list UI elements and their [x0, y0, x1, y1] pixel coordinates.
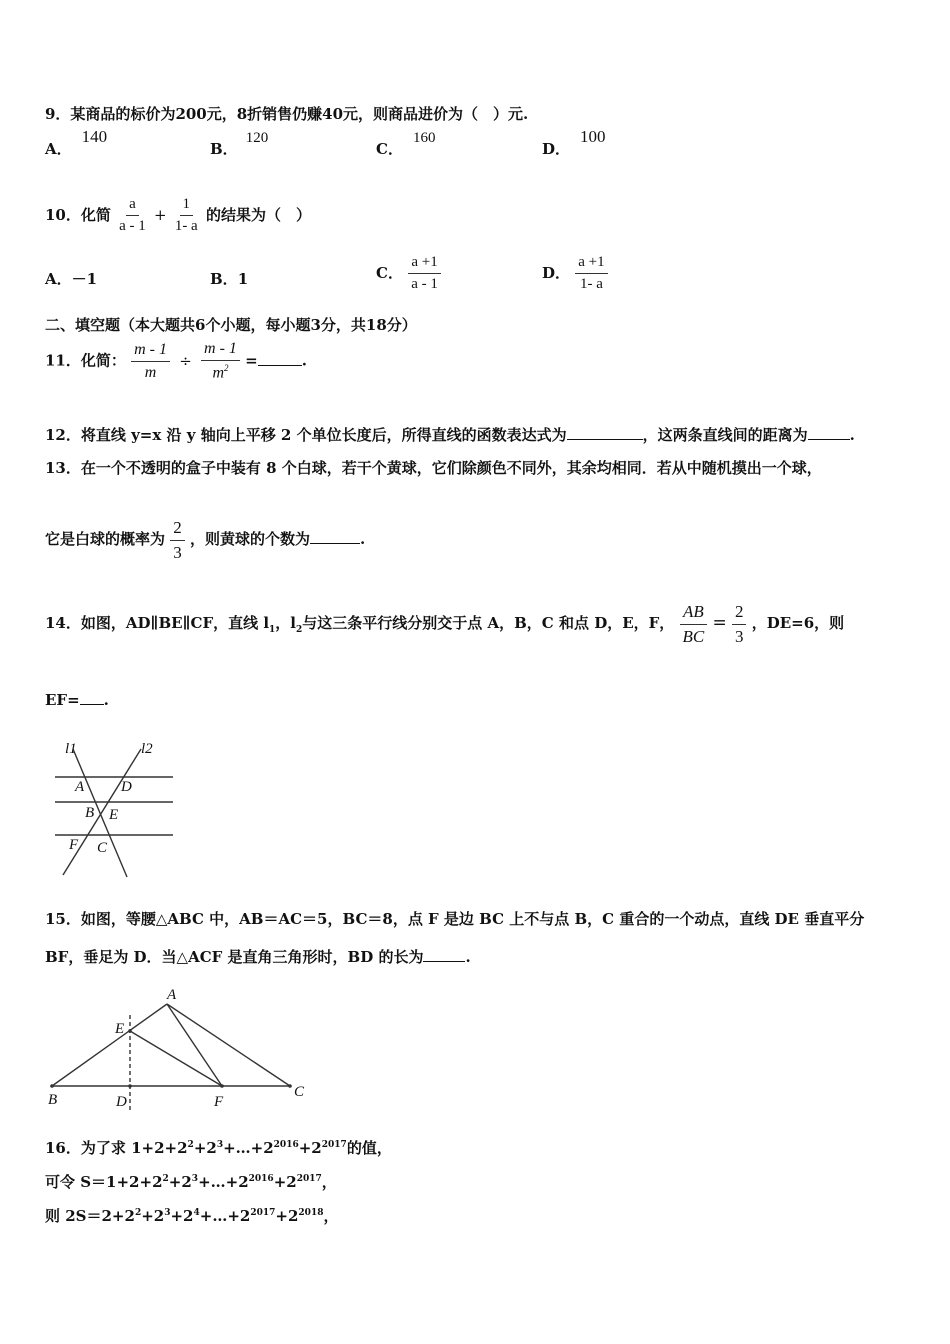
text: +2 [141, 1207, 165, 1225]
q11-stem [45, 340, 307, 383]
line-l2 [63, 749, 141, 875]
numerator: 2 [170, 518, 185, 541]
q10-stem [45, 196, 311, 236]
text: ， [323, 1207, 339, 1225]
label-l1: l1 [65, 741, 77, 757]
exponent: 3 [216, 1140, 224, 1150]
divide-sign: ÷ [179, 351, 192, 370]
text: +…+2 [223, 1139, 274, 1157]
q10-option-b [210, 268, 248, 289]
q13-line1: 13．在一个不透明的盒子中装有 8 个白球，若干个黄球，它们除颜色不同外，其余均相同．若从中随机摸出一个球， [45, 459, 822, 477]
q14-mid1: ，l [275, 614, 296, 633]
q16-line2 [45, 1171, 337, 1192]
option-label: B． [210, 140, 238, 158]
exponent: 2018 [298, 1208, 324, 1218]
q9-stem: 9．某商品的标价为200元，8折销售仍赚40元，则商品进价为（ ）元. [45, 105, 529, 123]
q12-stem [45, 424, 855, 445]
label-c: C [294, 1084, 305, 1100]
denominator: 3 [173, 542, 182, 562]
q12-part2: ，这两条直线间的距离为 [642, 426, 808, 444]
answer-blank [808, 427, 850, 440]
text: +2 [168, 1173, 192, 1191]
q10-suffix: 的结果为（ ） [205, 205, 311, 224]
label-d: D [116, 1094, 127, 1110]
denominator: 3 [734, 626, 744, 646]
label-e: E [115, 1021, 125, 1037]
segment-ac [167, 1004, 290, 1086]
subscript: 2 [296, 625, 303, 636]
q15-line2 [45, 946, 471, 967]
answer-blank [258, 353, 302, 366]
option-label: C． [376, 140, 403, 158]
answer-blank [567, 427, 643, 440]
q12-part1: 12．将直线 y=x 沿 y 轴向上平移 2 个单位长度后，所得直线的函数表达式为 [45, 426, 567, 444]
label-f: F [214, 1094, 224, 1110]
option-value: 100 [580, 127, 606, 146]
q10-prefix: 10．化简 [45, 205, 111, 224]
option-value: 1 [237, 270, 249, 288]
option-label: A． [45, 140, 72, 158]
answer-blank [310, 531, 360, 544]
subscript: 1 [269, 625, 276, 636]
numerator: a +1 [575, 254, 607, 274]
q15-figure [40, 985, 320, 1120]
segment-ab [52, 1004, 167, 1086]
numerator: 2 [732, 602, 747, 625]
fraction [172, 196, 201, 236]
end-punct: . [360, 530, 366, 549]
option-value: －1 [71, 270, 98, 288]
numerator: m - 1 [201, 340, 240, 361]
fraction [408, 254, 441, 294]
text: +2 [298, 1139, 322, 1157]
q14-line2 [45, 691, 109, 709]
exponent: 2017 [296, 1174, 322, 1184]
label-b: B [85, 805, 95, 821]
q9-option-c [376, 130, 436, 159]
q14-stem [45, 602, 844, 646]
q14-figure [45, 735, 185, 883]
q11-prefix: 11．化简： [45, 351, 126, 370]
exponent: 3 [164, 1208, 171, 1218]
exponent: 4 [193, 1208, 200, 1218]
point-d [128, 1084, 132, 1088]
fraction [680, 602, 708, 646]
denominator: BC [682, 626, 705, 646]
q14-prefix: 14．如图，AD∥BE∥CF，直线 l [45, 614, 270, 633]
end-punct: . [465, 948, 471, 966]
denominator: 1- a [579, 276, 603, 293]
option-value: 140 [81, 127, 108, 146]
text: ， [321, 1173, 337, 1191]
point-b [50, 1084, 54, 1088]
fraction [131, 341, 170, 383]
q14-mid2: 与这三条平行线分别交于点 A，B，C 和点 D，E，F， [302, 614, 675, 633]
exponent: 2017 [250, 1208, 276, 1218]
numerator: AB [680, 602, 707, 625]
equals-sign: = [712, 613, 727, 634]
q9-option-d [542, 127, 606, 159]
label-c: C [97, 840, 108, 856]
text: 则 2S＝2+2 [45, 1207, 135, 1225]
end-punct: . [849, 426, 855, 444]
q14-ef: EF= [45, 691, 80, 709]
option-label: D． [542, 140, 571, 158]
exponent: 2 [187, 1140, 194, 1150]
den-exponent: 2 [224, 363, 229, 374]
fraction [732, 602, 747, 646]
q10-option-c [376, 254, 441, 294]
q14-suffix: ，DE=6，则 [751, 614, 845, 633]
label-l2: l2 [141, 741, 153, 757]
point-f [220, 1084, 224, 1088]
segment-ef [130, 1031, 222, 1086]
exponent: 3 [191, 1174, 199, 1184]
fraction [201, 340, 240, 383]
label-d: D [121, 779, 132, 795]
option-label: C． [376, 263, 403, 282]
equals-sign: = [245, 351, 258, 370]
option-label: A． [45, 270, 72, 288]
fraction [116, 196, 149, 236]
option-label: D． [542, 263, 571, 282]
label-e: E [109, 807, 119, 823]
q13-line2 [45, 518, 365, 562]
option-label: B． [210, 270, 238, 288]
q16-line3 [45, 1205, 339, 1226]
exponent: 2 [134, 1208, 142, 1218]
point-c [288, 1084, 292, 1088]
text: +2 [275, 1207, 299, 1225]
label-a: A [167, 987, 177, 1003]
den-base: m [212, 364, 225, 382]
q15-text: BF，垂足为 D．当△ACF 是直角三角形时，BD 的长为 [45, 948, 424, 966]
exponent: 2 [162, 1174, 169, 1184]
q13-suffix: ，则黄球的个数为 [189, 530, 310, 549]
label-b: B [48, 1092, 58, 1108]
q15-line1: 15．如图，等腰△ABC 中，AB＝AC＝5，BC＝8，点 F 是边 BC 上不与点 B，C 重合的一个动点，直线 DE 垂直平分 [45, 910, 865, 928]
text: +2 [170, 1207, 194, 1225]
text: +2 [193, 1139, 217, 1157]
end-punct: . [103, 691, 109, 709]
label-a: A [75, 779, 85, 795]
denominator: a - 1 [411, 276, 438, 293]
label-f: F [69, 837, 79, 853]
option-value: 120 [245, 130, 269, 146]
q10-option-a [45, 268, 97, 289]
q13-prefix: 它是白球的概率为 [45, 530, 166, 549]
denominator [209, 361, 231, 383]
numerator: m - 1 [131, 341, 170, 362]
line-l1 [73, 749, 127, 877]
answer-blank [80, 692, 104, 705]
section-heading: 二、填空题（本大题共6个小题，每小题3分，共18分） [45, 316, 417, 334]
denominator: a - 1 [119, 218, 146, 235]
exponent: 2016 [248, 1174, 274, 1184]
plus-sign: + [154, 205, 167, 224]
text: 可令 S＝1+2+2 [45, 1173, 163, 1191]
text: 16．为了求 1+2+2 [45, 1139, 188, 1157]
text: +2 [273, 1173, 297, 1191]
numerator: a +1 [408, 254, 440, 274]
answer-blank [423, 949, 465, 962]
text: +…+2 [199, 1207, 251, 1225]
end-punct: . [301, 351, 307, 370]
text: +…+2 [198, 1173, 249, 1191]
fraction [575, 254, 607, 294]
point-e [128, 1029, 132, 1033]
q9-option-b [210, 130, 269, 159]
q9-option-a [45, 127, 108, 159]
q16-line1 [45, 1137, 392, 1158]
denominator: m [144, 364, 157, 382]
denominator: 1- a [174, 218, 198, 235]
exponent: 2016 [273, 1140, 299, 1150]
exponent: 2017 [321, 1140, 347, 1150]
numerator: a [126, 196, 139, 216]
numerator: 1 [180, 196, 194, 216]
option-value: 160 [412, 130, 436, 146]
fraction [170, 518, 185, 562]
q10-option-d [542, 254, 608, 294]
text: 的值， [346, 1139, 392, 1157]
segment-af [167, 1004, 222, 1086]
